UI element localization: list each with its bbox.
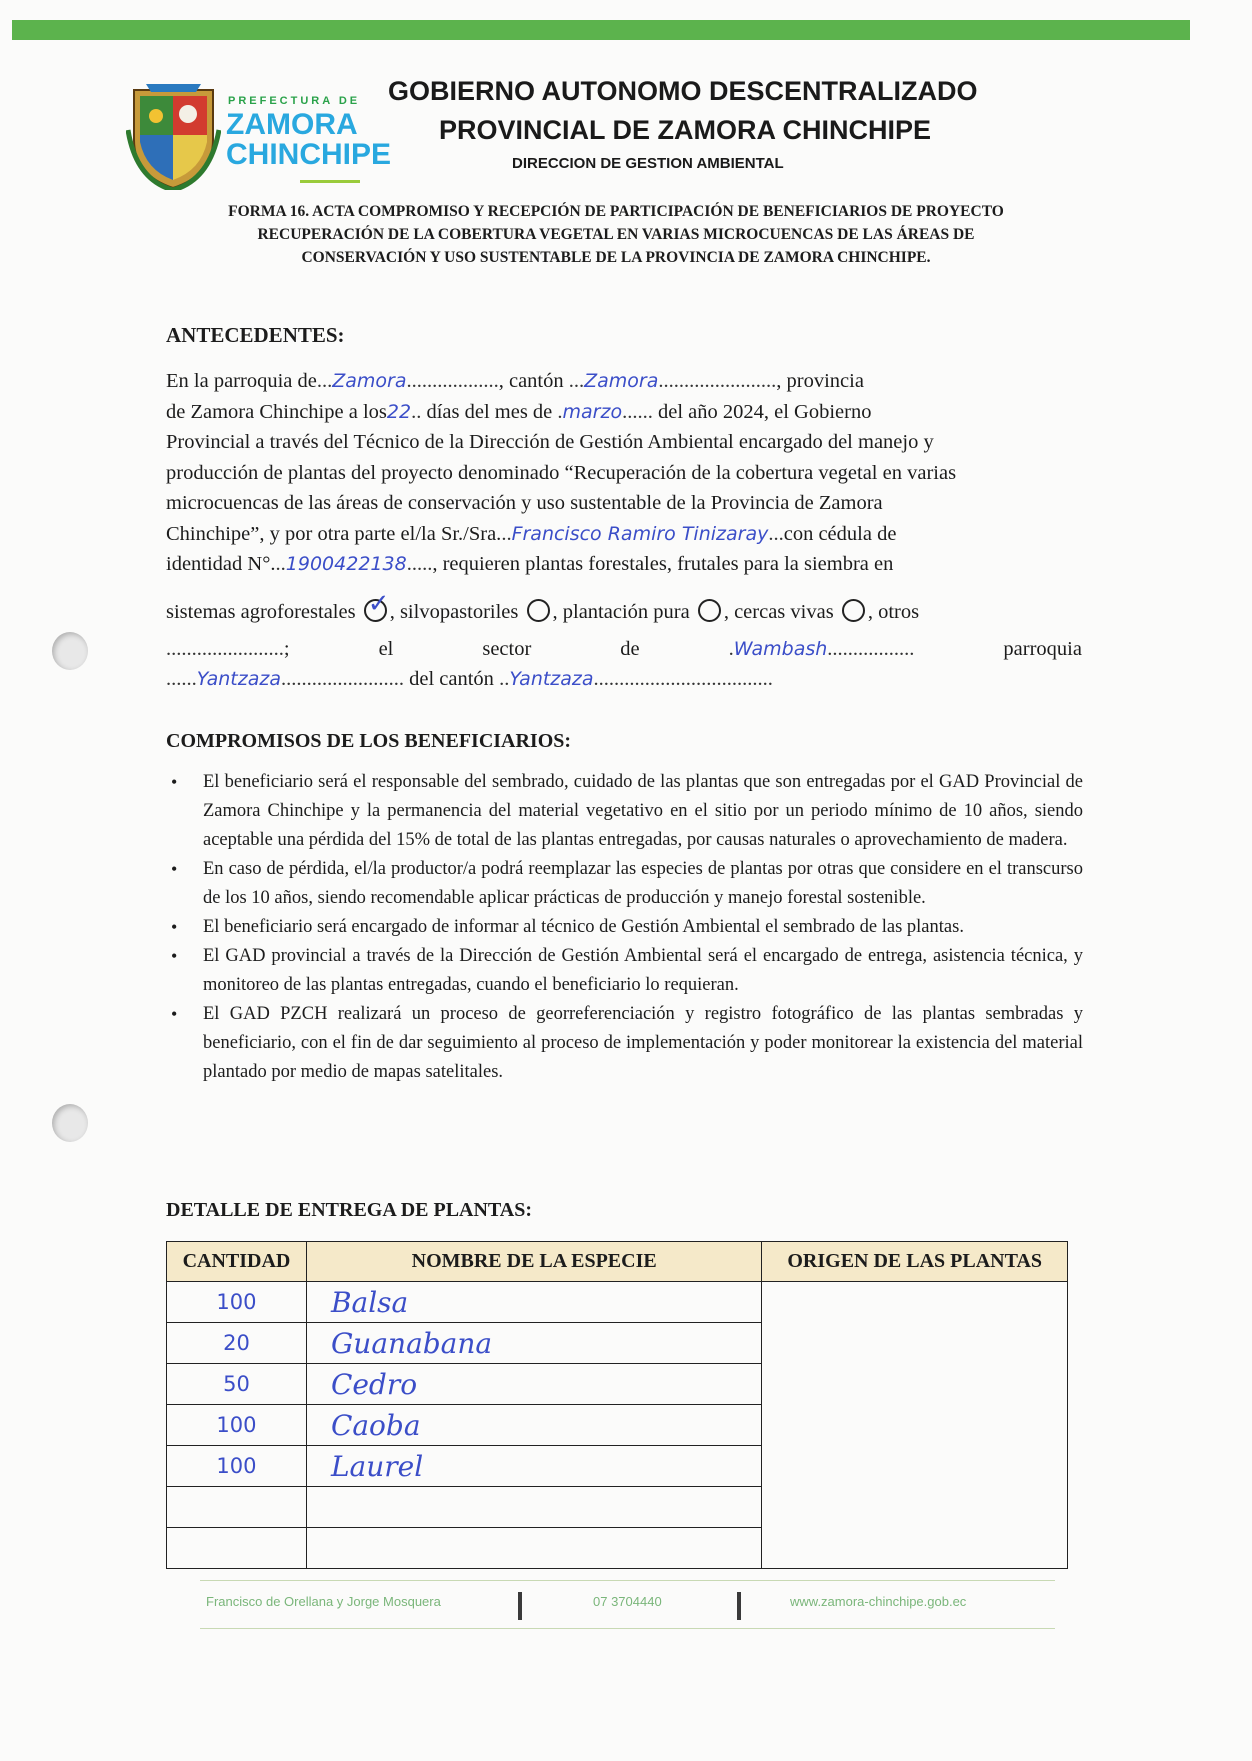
gov-title-line2: PROVINCIAL DE ZAMORA CHINCHIPE — [439, 115, 932, 145]
parroquia-field[interactable]: Zamora — [332, 370, 407, 392]
especie-cell[interactable]: Laurel — [306, 1446, 761, 1487]
form-title-line3: CONSERVACIÓN Y USO SUSTENTABLE DE LA PROVINCIA DE ZAMORA CHINCHIPE. — [301, 249, 931, 266]
text: , otros — [867, 601, 920, 623]
checkbox-silvopastoriles[interactable] — [527, 599, 550, 622]
footer-phone: 07 3704440 — [593, 1594, 662, 1609]
text: días del mes de — [426, 400, 553, 423]
text: de Zamora Chinchipe a los — [166, 400, 387, 423]
text: , silvopastoriles — [389, 601, 519, 623]
footer-separator — [518, 1592, 522, 1620]
cantidad-cell[interactable]: 100 — [167, 1282, 307, 1323]
list-item: • El GAD provincial a través de la Dirección de Gestión Ambiental será el encargado de entrega, asistencia técnica, y monitoreo de las plantas entregadas, cuando el beneficiario lo requieran. — [203, 942, 1083, 1000]
list-item: • El beneficiario será el responsable del sembrado, cuidado de las plantas que son entregadas por el GAD Provincial de Zamora Chinchipe y la permanencia del material vegetativo en el sitio por un periodo mínimo de 10 años, siendo aceptable una pérdida del 15% de total de las plantas entregadas, por causas naturales o aprovechamiento de madera. — [203, 768, 1083, 855]
canton2-field[interactable]: Yantzaza — [509, 668, 594, 690]
text: del cantón — [409, 668, 494, 690]
cedula-field[interactable]: 1900422138 — [285, 553, 407, 575]
text: Chinchipe”, y por otra parte el/la Sr./Sra. — [166, 522, 502, 545]
text: En la parroquia de — [166, 370, 317, 392]
text: , cantón — [498, 370, 564, 392]
especie-cell[interactable]: Guanabana — [306, 1323, 761, 1364]
column-header-cantidad: CANTIDAD — [167, 1242, 307, 1282]
dias-field[interactable]: 22 — [386, 400, 412, 423]
list-item: • El GAD PZCH realizará un proceso de georreferenciación y registro fotográfico de las plantas sembradas y beneficiario, con el fin de dar seguimiento al proceso de implementación y poder monitorear la existencia del material plantado por medio de mapas satelitales. — [203, 1000, 1083, 1087]
form-title-line1: FORMA 16. ACTA COMPROMISO Y RECEPCIÓN DE PARTICIPACIÓN DE BENEFICIARIOS DE PROYECTO — [228, 203, 1004, 220]
check-icon: ✓ — [367, 589, 390, 619]
text: microcuencas de las áreas de conservación y uso sustentable de la Provincia de Zamora — [166, 492, 883, 514]
table-row — [167, 1282, 1068, 1323]
checkbox-plantacion-pura[interactable] — [698, 599, 721, 622]
antecedentes-paragraph: En la parroquia de...Zamora.................., cantón ...Zamora......................., provincia de Zamora Chinchipe a los22.. días del mes de .marzo...... del año 2024, el Gobierno Provincial a través del Técnico de la Dirección de Gestión Ambiental encargado del manejo y producción de plantas del proyecto denominado “Recuperación de la cobertura vegetal en varias microcuencas de las áreas de conservación y uso sustentable de la Provincia de Zamora Chinchipe”, y por otra parte el/la Sr./Sra...Francisco Ramiro Tinizaray...con cédula de identidad N°...1900422138....., requieren plantas forestales, frutales para la siembra en sistemas agroforestales ✓ , silvopastoriles , plantación pura , cercas vivas , otros .......................; el sector de .Wambash................. parroquia ......Yantzaza........................ del cantón ..Yantzaza................................... — [166, 370, 1082, 690]
compromisos-heading: COMPROMISOS DE LOS BENEFICIARIOS: — [166, 730, 572, 752]
checkbox-cercas-vivas[interactable] — [842, 599, 865, 622]
column-header-origen: ORIGEN DE LAS PLANTAS — [762, 1242, 1068, 1282]
cantidad-cell[interactable]: 100 — [167, 1446, 307, 1487]
footer-divider-top — [200, 1580, 1055, 1581]
mes-field[interactable]: marzo — [562, 400, 623, 423]
especie-cell[interactable] — [306, 1528, 761, 1569]
text: , plantación pura — [552, 601, 690, 623]
cantidad-cell[interactable]: 100 — [167, 1405, 307, 1446]
text: identidad N°. — [166, 553, 276, 575]
text: , requieren plantas forestales, frutales para la siembra en — [432, 553, 894, 575]
list-item: • El beneficiario será encargado de informar al técnico de Gestión Ambiental el sembrado de las plantas. — [203, 913, 1083, 942]
text: parroquia — [1003, 637, 1082, 660]
plants-table — [166, 1241, 1068, 1569]
antecedentes-heading: ANTECEDENTES: — [166, 323, 345, 347]
sector-field[interactable]: Wambash — [733, 637, 828, 660]
list-item: • En caso de pérdida, el/la productor/a podrá reemplazar las especies de plantas por otras que considere en el transcurso de los 10 años, siendo recomendable aplicar prácticas de producción y manejo forestal sostenible. — [203, 855, 1083, 913]
text: sistemas agroforestales — [166, 601, 356, 623]
especie-cell[interactable]: Balsa — [306, 1282, 761, 1323]
compromisos-list — [203, 768, 1083, 1087]
text: producción de plantas del proyecto denominado “Recuperación de la cobertura vegetal en varias — [166, 461, 957, 484]
footer-divider-bottom — [200, 1628, 1055, 1629]
cantidad-cell[interactable]: 50 — [167, 1364, 307, 1405]
cantidad-cell[interactable]: 20 — [167, 1323, 307, 1364]
especie-cell[interactable]: Caoba — [306, 1405, 761, 1446]
text: sector — [482, 637, 532, 660]
text: de — [620, 637, 640, 660]
column-header-especie: NOMBRE DE LA ESPECIE — [306, 1242, 761, 1282]
brand-name-line1: ZAMORA — [226, 108, 358, 141]
form-title-line2: RECUPERACIÓN DE LA COBERTURA VEGETAL EN VARIAS MICROCUENCAS DE LAS ÁREAS DE — [257, 226, 975, 243]
cantidad-cell[interactable] — [167, 1487, 307, 1528]
parroquia2-field[interactable]: Yantzaza — [196, 668, 281, 690]
top-green-bar — [12, 20, 1190, 40]
brand-name-line2: CHINCHIPE — [226, 138, 392, 171]
entrega-heading: DETALLE DE ENTREGA DE PLANTAS: — [166, 1199, 532, 1221]
especie-cell[interactable]: Cedro — [306, 1364, 761, 1405]
origen-cell[interactable] — [762, 1282, 1068, 1569]
checkbox-agroforestales[interactable] — [364, 589, 390, 622]
beneficiario-field[interactable]: Francisco Ramiro Tinizaray — [511, 522, 769, 545]
text: Provincial a través del Técnico de la Dirección de Gestión Ambiental encargado del manejo y — [166, 431, 934, 453]
footer-website[interactable]: www.zamora-chinchipe.gob.ec — [790, 1594, 967, 1609]
brand-prefix: PREFECTURA DE — [228, 95, 361, 107]
cantidad-cell[interactable] — [167, 1528, 307, 1569]
text: del año 2024, el Gobierno — [657, 400, 872, 423]
canton-field[interactable]: Zamora — [584, 370, 659, 392]
footer-separator — [737, 1592, 741, 1620]
text: , provincia — [776, 370, 864, 392]
text: , cercas vivas — [723, 601, 834, 623]
brand-underline — [300, 180, 360, 183]
text: ; — [283, 637, 290, 660]
punch-hole-bottom — [52, 1104, 88, 1142]
table-header-row — [167, 1242, 1068, 1282]
gov-title-line1: GOBIERNO AUTONOMO DESCENTRALIZADO — [388, 76, 978, 106]
text: el — [378, 637, 394, 660]
punch-hole-top — [52, 632, 88, 670]
form-title — [150, 200, 1082, 269]
gov-subtitle: DIRECCION DE GESTION AMBIENTAL — [512, 155, 784, 172]
text: con cédula de — [783, 522, 897, 545]
prefectura-logo — [126, 80, 221, 190]
especie-cell[interactable] — [306, 1487, 761, 1528]
footer-address: Francisco de Orellana y Jorge Mosquera — [206, 1594, 441, 1609]
